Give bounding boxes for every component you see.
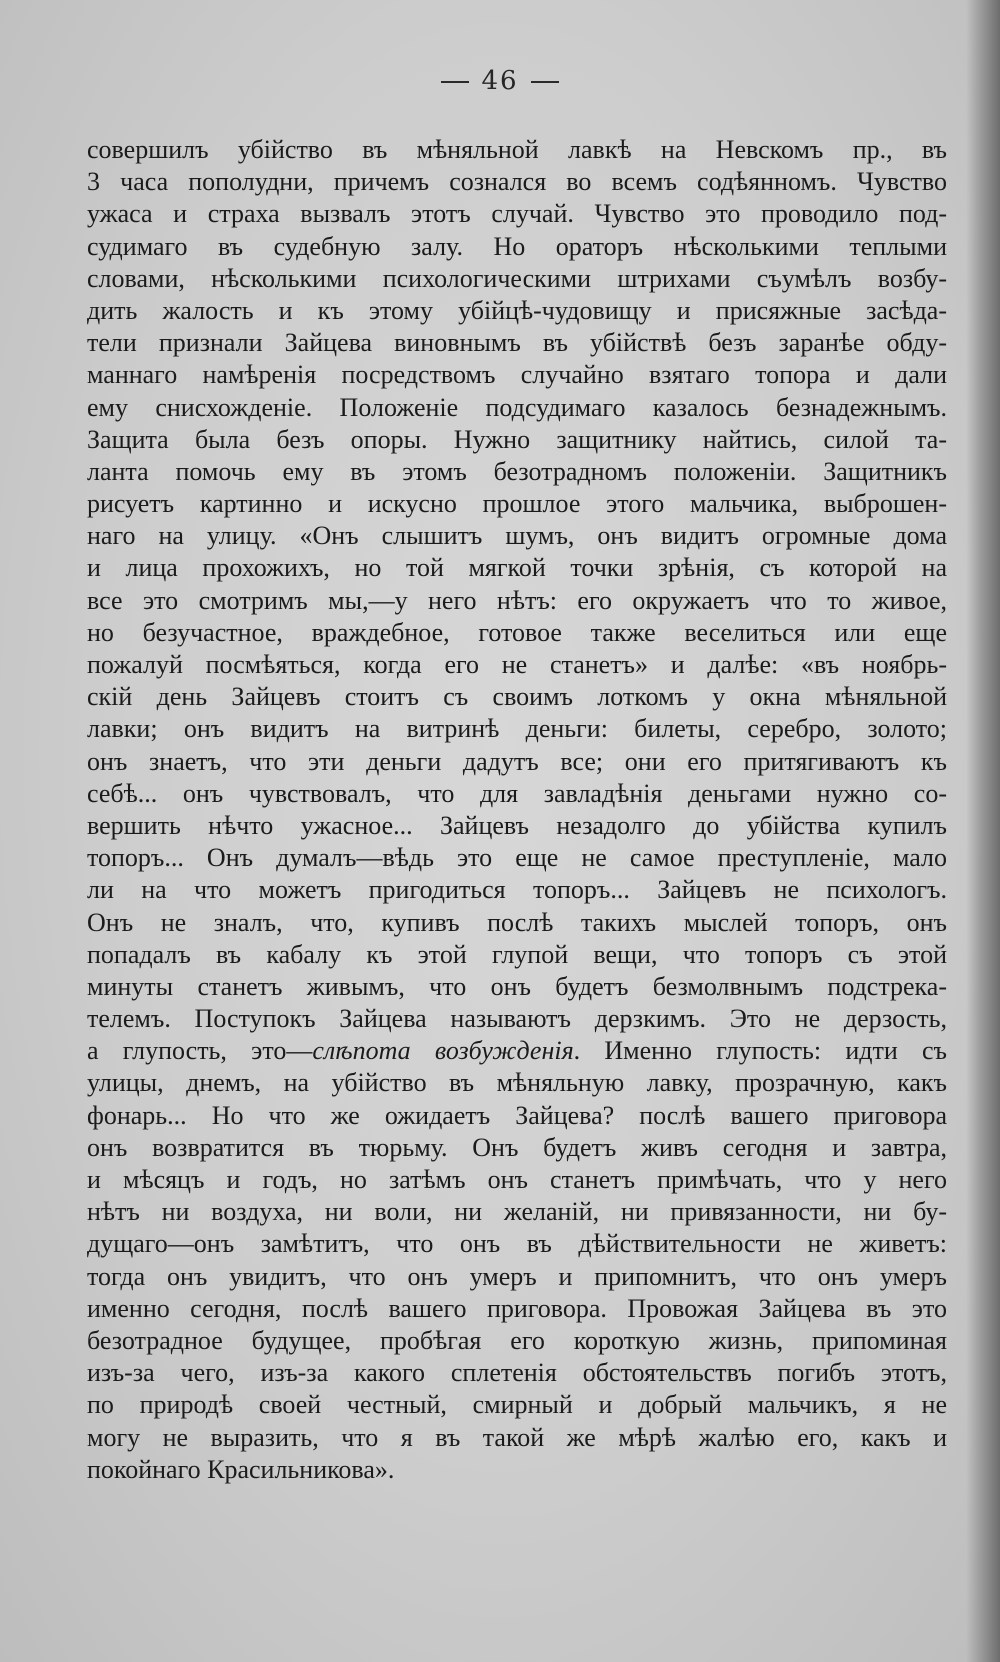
page-number-left-dash — [441, 81, 469, 83]
body-text — [87, 134, 947, 1486]
text-line: дущаго—онъ замѣтитъ, что онъ въ дѣйствительности не живетъ: — [87, 1229, 947, 1259]
text-line: могу не выразить, что я въ такой же мѣрѣ жалѣю его, какъ и — [87, 1422, 947, 1452]
text-line: телемъ. Поступокъ Зайцева называютъ дерзкимъ. Это не дерзость, — [87, 1004, 947, 1034]
text-line: фонарь... Но что же ожидаетъ Зайцева? послѣ вашего приговора — [87, 1100, 947, 1130]
text-line: судимаго въ судебную залу. Но ораторъ нѣсколькими теплыми — [87, 231, 947, 261]
text-line: все это смотримъ мы,—у него нѣтъ: его окружаетъ что то живое, — [87, 585, 947, 615]
text-line: Защита была безъ опоры. Нужно защитнику найтись, силой та- — [87, 424, 947, 454]
text-line: рисуетъ картинно и искусно прошлое этого мальчика, выброшен- — [87, 489, 947, 519]
page-number-right-dash — [531, 81, 559, 83]
page-number — [0, 66, 1000, 96]
text-line: 3 часа пополудни, причемъ сознался во всемъ содѣянномъ. Чувство — [87, 167, 947, 197]
text-line: маннаго намѣренія посредствомъ случайно взятаго топора и дали — [87, 360, 947, 390]
text-line: вершить нѣчто ужасное... Зайцевъ незадолго до убійства купилъ — [87, 810, 947, 840]
text-line: тогда онъ увидитъ, что онъ умеръ и припомнитъ, что онъ умеръ — [87, 1261, 947, 1291]
text-line: ему снисхожденіе. Положеніе подсудимаго казалось безнадежнымъ. — [87, 392, 947, 422]
text-line: ужаса и страха вызвалъ этотъ случай. Чувство это проводило под- — [87, 199, 947, 229]
text-line: словами, нѣсколькими психологическими штрихами съумѣлъ возбу- — [87, 263, 947, 293]
text-line: топоръ... Онъ думалъ—вѣдь это еще не самое преступленіе, мало — [87, 843, 947, 873]
text-line: онъ возвратится въ тюрьму. Онъ будетъ живъ сегодня и завтра, — [87, 1132, 947, 1162]
text-line: улицы, днемъ, на убійство въ мѣняльную лавку, прозрачную, какъ — [87, 1068, 947, 1098]
text-line: нѣтъ ни воздуха, ни воли, ни желаній, ни привязанности, ни бу- — [87, 1197, 947, 1227]
text-line: скій день Зайцевъ стоитъ съ своимъ лоткомъ у окна мѣняльной — [87, 682, 947, 712]
text-line: минуты станетъ живымъ, что онъ будетъ безмолвнымъ подстрека- — [87, 971, 947, 1001]
text-line: и мѣсяцъ и годъ, но затѣмъ онъ станетъ примѣчать, что у него — [87, 1165, 947, 1194]
binding-shadow — [966, 0, 1000, 1662]
text-line: попадалъ въ кабалу къ этой глупой вещи, что топоръ съ этой — [87, 939, 947, 969]
text-line: ли на что можетъ пригодиться топоръ... Зайцевъ не психологъ. — [87, 875, 947, 905]
text-line: наго на улицу. «Онъ слышитъ шумъ, онъ видитъ огромные дома — [87, 521, 947, 551]
text-line: по природѣ своей честный, смирный и добрый мальчикъ, я не — [87, 1390, 947, 1420]
text-line-with-italic — [87, 1035, 947, 1067]
text-line: ланта помочь ему въ этомъ безотрадномъ положеніи. Защитникъ — [87, 456, 947, 486]
text-line: лавки; онъ видитъ на витринѣ деньги: билеты, серебро, золото; — [87, 714, 947, 744]
text-line: но безучастное, враждебное, готовое также веселиться или еще — [87, 617, 947, 647]
text-line: безотрадное будущее, пробѣгая его короткую жизнь, припоминая — [87, 1325, 947, 1355]
text-line: изъ-за чего, изъ-за какого сплетенія обстоятельствъ погибъ этотъ, — [87, 1358, 947, 1388]
line-start: а глупость, это— — [87, 1036, 313, 1066]
text-line: тели признали Зайцева виновнымъ въ убійствѣ безъ заранѣе обду- — [87, 328, 947, 358]
text-line: и лица прохожихъ, но той мягкой точки зрѣнія, съ которой на — [87, 553, 947, 583]
text-line: совершилъ убійство въ мѣняльной лавкѣ на Невскомъ пр., въ — [87, 135, 947, 164]
italic-phrase: слѣпота возбужденія — [312, 1036, 574, 1066]
text-line: пожалуй посмѣяться, когда его не станетъ» и далѣе: «въ ноябрь- — [87, 650, 947, 679]
text-line: именно сегодня, послѣ вашего приговора. Провожая Зайцева въ это — [87, 1293, 947, 1323]
line-end: . Именно глупость: идти съ — [573, 1036, 947, 1066]
text-line: дить жалость и къ этому убійцѣ-чудовищу и присяжные засѣда- — [87, 295, 947, 325]
text-line: себѣ... онъ чувствовалъ, что для завладѣнія деньгами нужно со- — [87, 778, 947, 808]
text-line: онъ знаетъ, что эти деньги дадутъ все; они его притягиваютъ къ — [87, 746, 947, 776]
text-line-final: покойнаго Красильникова». — [87, 1454, 395, 1484]
page-number-value: 46 — [481, 66, 519, 96]
text-line: Онъ не зналъ, что, купивъ послѣ такихъ мыслей топоръ, онъ — [87, 907, 947, 937]
